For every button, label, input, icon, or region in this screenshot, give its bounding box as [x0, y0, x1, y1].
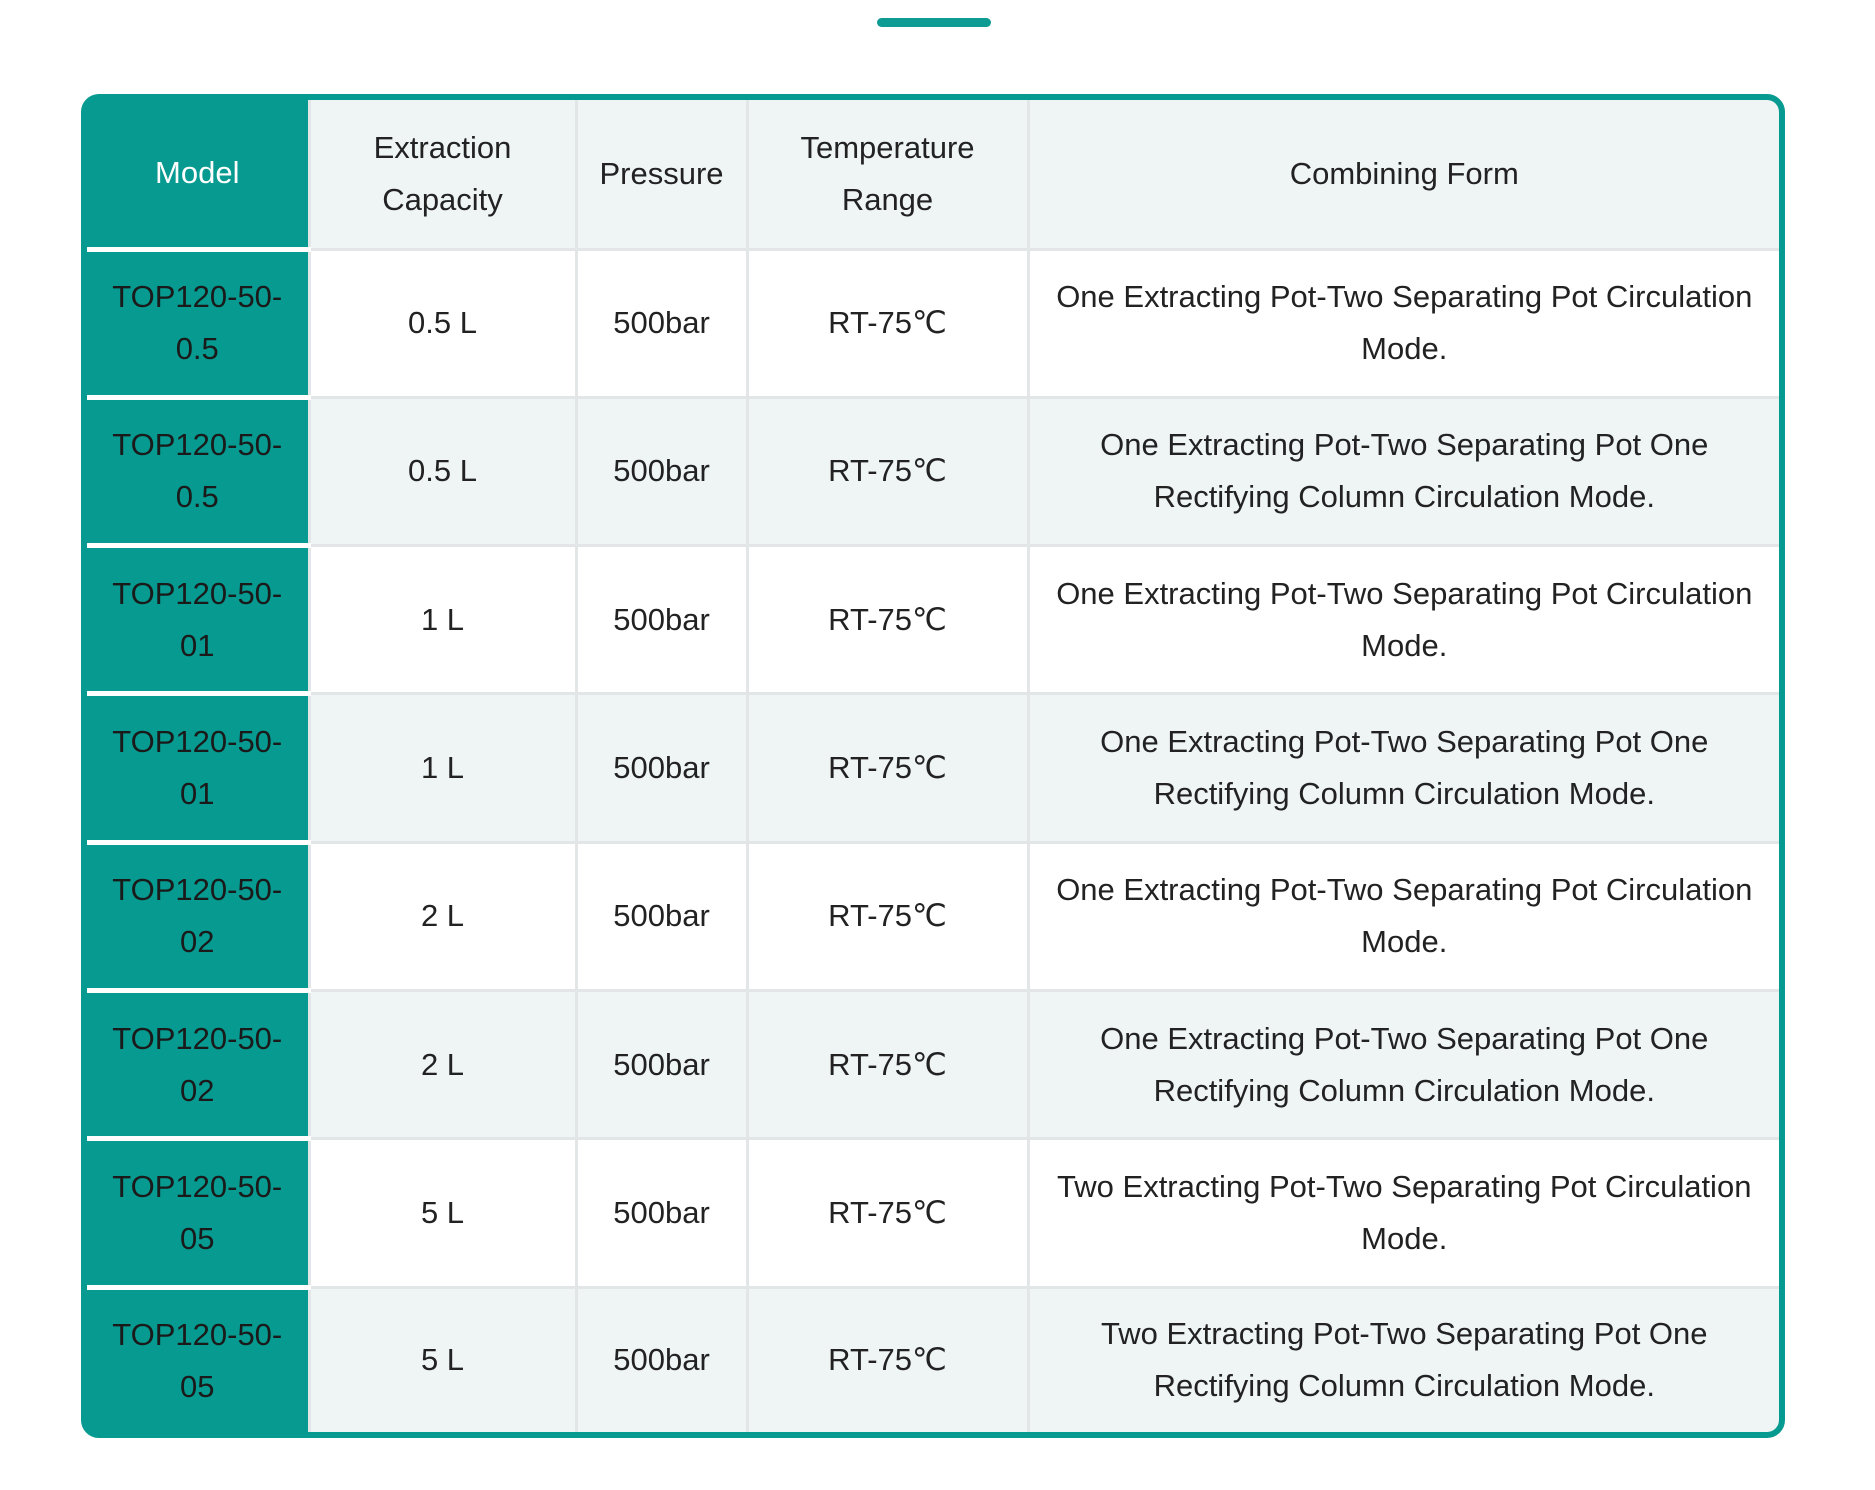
cell-temperature: RT-75℃ — [747, 1139, 1028, 1287]
cell-pressure: 500bar — [576, 249, 747, 397]
table-row — [87, 990, 1779, 1138]
table-row — [87, 1287, 1779, 1432]
cell-model: TOP120-50-05 — [87, 1287, 309, 1432]
cell-form: Two Extracting Pot-Two Separating Pot One Rectifying Column Circulation Mode. — [1028, 1287, 1779, 1432]
cell-temperature: RT-75℃ — [747, 1287, 1028, 1432]
header-pressure: Pressure — [576, 100, 747, 249]
section-accent-bar — [877, 18, 991, 27]
cell-capacity: 1 L — [309, 694, 576, 842]
cell-form: One Extracting Pot-Two Separating Pot One Rectifying Column Circulation Mode. — [1028, 990, 1779, 1138]
cell-pressure: 500bar — [576, 397, 747, 545]
header-temperature: Temperature Range — [747, 100, 1028, 249]
cell-temperature: RT-75℃ — [747, 546, 1028, 694]
table-row — [87, 1139, 1779, 1287]
cell-pressure: 500bar — [576, 694, 747, 842]
cell-capacity: 2 L — [309, 990, 576, 1138]
cell-form: One Extracting Pot-Two Separating Pot One Rectifying Column Circulation Mode. — [1028, 694, 1779, 842]
cell-capacity: 0.5 L — [309, 249, 576, 397]
cell-pressure: 500bar — [576, 1139, 747, 1287]
cell-form: One Extracting Pot-Two Separating Pot One Rectifying Column Circulation Mode. — [1028, 397, 1779, 545]
cell-pressure: 500bar — [576, 842, 747, 990]
table-row — [87, 694, 1779, 842]
table-row — [87, 546, 1779, 694]
cell-model: TOP120-50-01 — [87, 694, 309, 842]
cell-capacity: 2 L — [309, 842, 576, 990]
spec-table-container — [81, 94, 1785, 1438]
cell-model: TOP120-50-0.5 — [87, 249, 309, 397]
cell-pressure: 500bar — [576, 990, 747, 1138]
cell-capacity: 5 L — [309, 1287, 576, 1432]
cell-model: TOP120-50-02 — [87, 842, 309, 990]
cell-temperature: RT-75℃ — [747, 842, 1028, 990]
cell-model: TOP120-50-0.5 — [87, 397, 309, 545]
cell-model: TOP120-50-01 — [87, 546, 309, 694]
cell-capacity: 1 L — [309, 546, 576, 694]
cell-model: TOP120-50-05 — [87, 1139, 309, 1287]
cell-temperature: RT-75℃ — [747, 249, 1028, 397]
table-header-row — [87, 100, 1779, 249]
table-row — [87, 249, 1779, 397]
cell-pressure: 500bar — [576, 1287, 747, 1432]
header-model: Model — [87, 100, 309, 249]
cell-form: One Extracting Pot-Two Separating Pot Circulation Mode. — [1028, 546, 1779, 694]
spec-table — [87, 100, 1779, 1432]
table-row — [87, 842, 1779, 990]
header-capacity: Extraction Capacity — [309, 100, 576, 249]
cell-temperature: RT-75℃ — [747, 694, 1028, 842]
cell-form: One Extracting Pot-Two Separating Pot Circulation Mode. — [1028, 249, 1779, 397]
cell-form: Two Extracting Pot-Two Separating Pot Circulation Mode. — [1028, 1139, 1779, 1287]
cell-temperature: RT-75℃ — [747, 397, 1028, 545]
cell-capacity: 5 L — [309, 1139, 576, 1287]
cell-temperature: RT-75℃ — [747, 990, 1028, 1138]
cell-form: One Extracting Pot-Two Separating Pot Circulation Mode. — [1028, 842, 1779, 990]
header-form: Combining Form — [1028, 100, 1779, 249]
cell-model: TOP120-50-02 — [87, 990, 309, 1138]
table-row — [87, 397, 1779, 545]
cell-pressure: 500bar — [576, 546, 747, 694]
cell-capacity: 0.5 L — [309, 397, 576, 545]
